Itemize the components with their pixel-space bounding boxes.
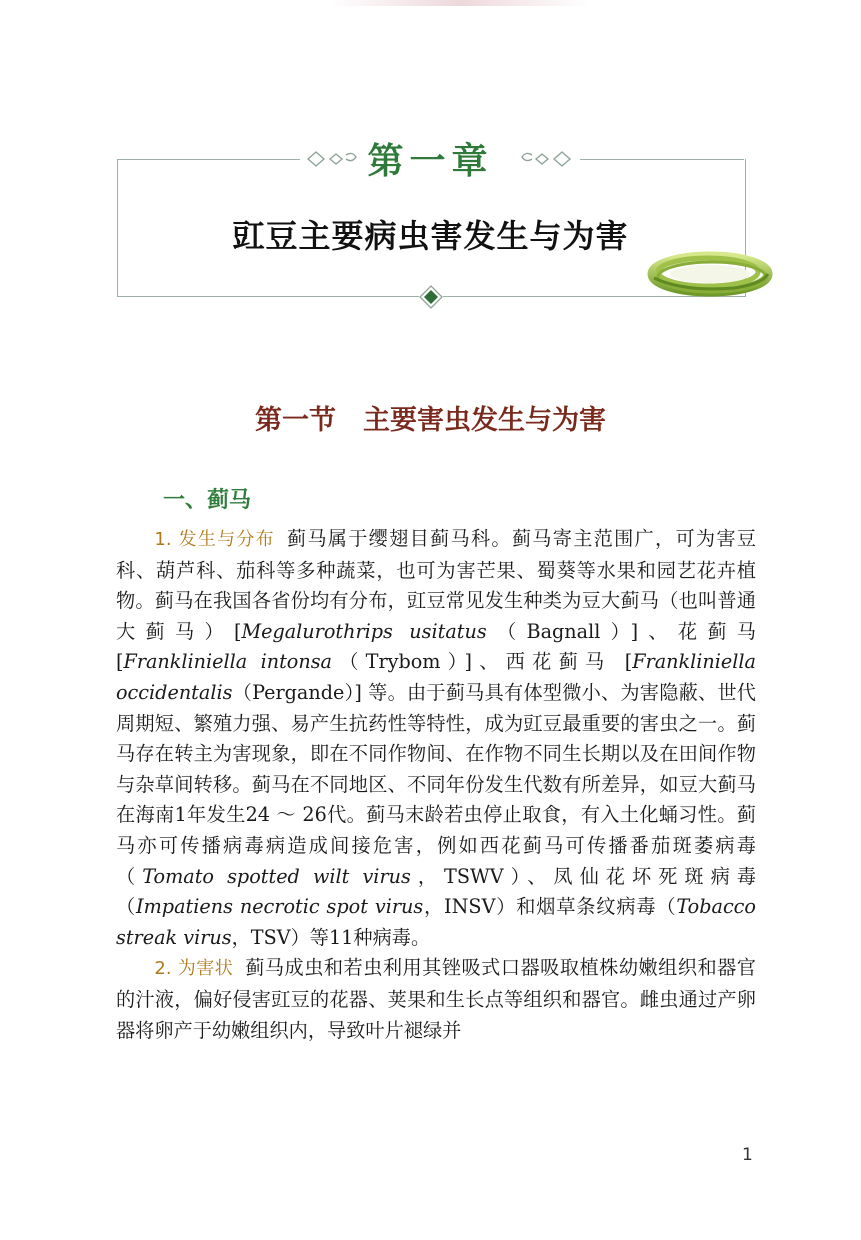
scientific-name: Tomato spotted wilt virus bbox=[142, 864, 411, 888]
diamond-ornament-icon bbox=[419, 285, 443, 309]
paragraph-text: 蓟马属于缨翅目蓟马科。蓟马寄主范围广，可为害豆科、葫芦科、茄科等多种蔬菜，也可为害芒果、蜀葵等水果和园艺花卉植物。蓟马在我国各省份均有分布，豇豆常见发生种类为豆大蓟马（也叫普通大蓟马）[ bbox=[116, 527, 756, 643]
paragraph-text: （Bagnall）]、花蓟马 [ bbox=[116, 619, 756, 674]
paragraph-text: ，TSWV）、凤仙花坏死斑病毒（ bbox=[116, 864, 757, 919]
scientific-name: Megalurothrips usitatus bbox=[241, 619, 487, 643]
paragraph-text: （Trybom）]、西花蓟马 [ bbox=[331, 650, 633, 674]
paragraph-text: ，INSV）和烟草条纹病毒（ bbox=[423, 895, 677, 919]
cowpea-bundle-icon bbox=[644, 244, 774, 302]
chapter-number: 第一章 bbox=[367, 141, 494, 182]
paragraph-text: ，TSV）等11种病毒。 bbox=[231, 925, 431, 949]
chapter-title: 豇豆主要病虫害发生与为害 bbox=[232, 217, 629, 255]
paragraph-text: （Pergande）] 等。由于蓟马具有体型微小、为害隐蔽、世代周期短、繁殖力强、易产生抗药性等特性，成为豇豆最重要的害虫之一。蓟马存在转主为害现象，即在不同作物间、在作物不同生长期以及在田间作物与杂草间转移。蓟马在不同地区、不同年份发生代数有所差异，如豆大蓟马在海南1年发生24 ～ 26代。蓟马末龄若虫停止取食，有入土化蛹习性。蓟马亦可传播病毒病造成间接危害，例如西花蓟马可传播番茄斑萎病毒（ bbox=[116, 680, 756, 888]
paragraph-text: 蓟马成虫和若虫利用其锉吸式口器吸取植株幼嫩组织和器官的汁液，偏好侵害豇豆的花器、荚果和生长点等组织和器官。雌虫通过产卵器将卵产于幼嫩组织内，导致叶片褪绿并 bbox=[116, 956, 756, 1042]
section-title: 第一节 主要害虫发生与为害 bbox=[255, 405, 606, 436]
paragraph bbox=[116, 953, 756, 1046]
page-number: 1 bbox=[742, 1145, 753, 1165]
scientific-name: Frankliniella intonsa bbox=[123, 650, 332, 674]
subsection-title: 一、蓟马 bbox=[163, 488, 252, 513]
top-edge-tint bbox=[330, 0, 590, 6]
scientific-name: Frankliniella occidentalis bbox=[116, 650, 756, 704]
scientific-name: Impatiens necrotic spot virus bbox=[136, 895, 424, 919]
paragraph-label: 1. 发生与分布 bbox=[154, 529, 275, 550]
paragraph bbox=[116, 524, 756, 953]
body-text bbox=[116, 524, 756, 1046]
paragraph-label: 2. 为害状 bbox=[154, 958, 234, 980]
scientific-name: Tobacco streak virus bbox=[116, 895, 756, 949]
